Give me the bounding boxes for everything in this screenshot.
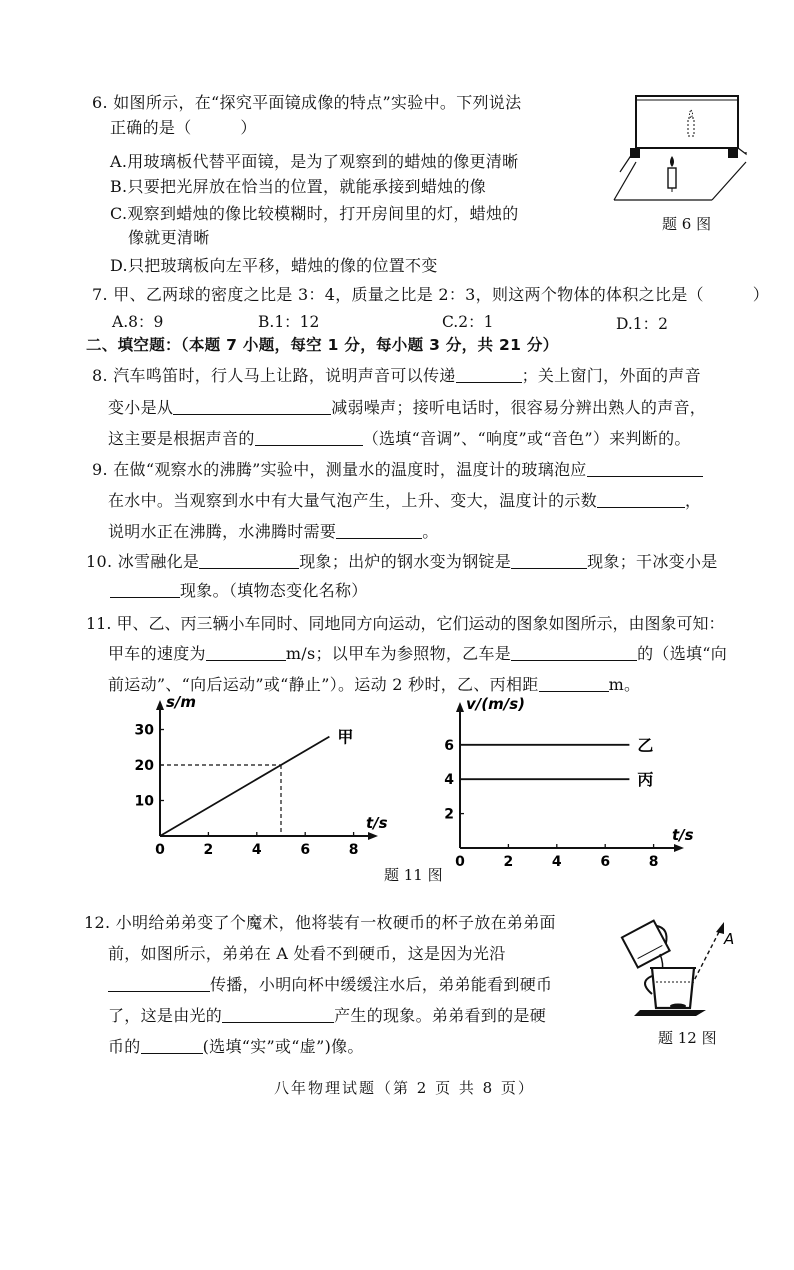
x-tick-label: 8 [348, 842, 359, 858]
x-tick-label: 4 [251, 842, 262, 858]
q12-line2: 前，如图所示，弟弟在 A 处看不到硬币，这是因为光沿 [108, 944, 506, 963]
series-label: 乙 [637, 735, 654, 755]
q9-text: 9. 在做“观察水的沸腾”实验中，测量水的温度时，温度计的玻璃泡应 [92, 460, 587, 479]
x-tick-label: 2 [203, 842, 214, 858]
q7-option-b: B.1：12 [258, 313, 320, 331]
q10-text: 现象；出炉的钢水变为钢锭是 [299, 552, 512, 571]
x-tick-label: 2 [503, 854, 514, 870]
q10-text: 现象。（填物态变化名称） [180, 581, 368, 600]
series-label: 丙 [637, 770, 654, 790]
q7-option-d: D.1：2 [616, 315, 669, 333]
answer-blank[interactable] [222, 1006, 334, 1023]
q8-text: 这主要是根据声音的 [108, 429, 255, 448]
series-line [160, 737, 329, 836]
cup-coin-figure [620, 912, 750, 1024]
q8-text: 减弱噪声；接听电话时，很容易分辨出熟人的声音， [331, 398, 707, 417]
q11-text: m。 [608, 675, 641, 694]
q11-line1: 11. 甲、乙、丙三辆小车同时、同地同方向运动，它们运动的图象如图所示，由图象可知： [86, 614, 725, 633]
answer-blank[interactable] [511, 644, 637, 661]
series-label: 甲 [337, 727, 354, 747]
answer-blank[interactable] [199, 552, 299, 569]
q6-option-c-cont: 像就更清晰 [128, 228, 210, 247]
q12-line1: 12. 小明给弟弟变了个魔术，他将装有一枚硬币的杯子放在弟弟面 [84, 913, 556, 932]
q9-line1 [92, 459, 703, 481]
q11-figure-caption: 题 11 图 [384, 866, 443, 884]
q11-text: 的（选填“向 [637, 644, 728, 663]
q12-line4 [108, 1005, 546, 1027]
q11-line2 [108, 643, 727, 665]
q11-text: 甲车的速度为 [108, 644, 206, 663]
answer-blank[interactable] [255, 429, 363, 446]
answer-blank[interactable] [511, 552, 587, 569]
page-footer: 八年物理试题（第 2 页 共 8 页） [274, 1079, 535, 1097]
y-axis-label: s/m [166, 693, 197, 711]
x-tick-label: 4 [551, 854, 562, 870]
answer-blank[interactable] [173, 398, 331, 415]
x-tick-label: 0 [455, 854, 465, 870]
x-axis-arrow [368, 832, 378, 840]
q6-option-c: C.观察到蜡烛的像比较模糊时，打开房间里的灯，蜡烛的 [110, 204, 519, 223]
q7-stem: 7. 甲、乙两球的密度之比是 3：4，质量之比是 2：3，则这两个物体的体积之比是（ ） [92, 285, 770, 304]
x-tick-label: 8 [648, 854, 659, 870]
v-t-chart [408, 695, 694, 870]
q8-text: 8. 汽车鸣笛时，行人马上让路，说明声音可以传递 [92, 366, 456, 385]
q11-text: m/s；以甲车为参照物，乙车是 [285, 644, 512, 663]
mirror-experiment-figure [612, 92, 752, 212]
x-axis-arrow [674, 844, 684, 852]
y-axis-arrow [156, 700, 164, 710]
y-tick-label: 2 [444, 806, 454, 823]
q9-line3 [108, 521, 439, 543]
q6-option-a: A.用玻璃板代替平面镜，是为了观察到的蜡烛的像更清晰 [110, 152, 519, 171]
q10-line2 [110, 580, 368, 602]
answer-blank[interactable] [336, 522, 422, 539]
q8-text: （选填“音调”、“响度”或“音色”）来判断的。 [362, 429, 691, 448]
q10-text: 现象；干冰变小是 [587, 552, 718, 571]
q6-option-b: B.只要把光屏放在恰当的位置，就能承接到蜡烛的像 [110, 177, 487, 196]
q9-text: ， [685, 491, 702, 510]
answer-blank[interactable] [539, 675, 609, 692]
q10-line1 [86, 551, 718, 573]
x-tick-label: 6 [300, 842, 311, 858]
q12-text: 传播，小明向杯中缓缓注水后，弟弟能看到硬币 [210, 975, 553, 994]
q9-text: 。 [422, 522, 439, 541]
q12-text: 产生的现象。弟弟看到的是硬 [334, 1006, 547, 1025]
x-tick-label: 0 [155, 842, 165, 858]
q6-line2: 正确的是（ ） [110, 118, 257, 137]
q12-line3 [108, 974, 552, 996]
answer-blank[interactable] [587, 460, 703, 477]
answer-blank[interactable] [597, 491, 685, 508]
y-tick-label: 30 [134, 722, 154, 739]
y-axis-arrow [456, 702, 464, 712]
q9-text: 说明水正在沸腾，水沸腾时需要 [108, 522, 337, 541]
q6-line1: 6. 如图所示，在“探究平面镜成像的特点”实验中。下列说法 [92, 93, 522, 112]
q8-text: 变小是从 [108, 398, 174, 417]
q8-line1 [92, 365, 701, 387]
y-tick-label: 10 [134, 793, 154, 810]
y-tick-label: 20 [134, 758, 154, 774]
answer-blank[interactable] [206, 644, 286, 661]
q12-text: (选填“实”或“虚”)像。 [202, 1037, 364, 1056]
y-tick-label: 4 [444, 772, 454, 789]
y-axis-label: v/(m/s) [466, 695, 526, 713]
q11-text: 前运动”、“向后运动”或“静止”）。运动 2 秒时，乙、丙相距 [108, 675, 539, 694]
answer-blank[interactable] [110, 581, 180, 598]
q6-figure-caption: 题 6 图 [662, 215, 712, 233]
section-heading: 二、填空题：（本题 7 小题，每空 1 分，每小题 3 分，共 21 分） [86, 336, 559, 354]
q12-text: 币的 [108, 1037, 141, 1056]
q8-line3 [108, 428, 691, 450]
q8-text: ；关上窗门，外面的声音 [521, 366, 701, 385]
q6-option-d: D.只把玻璃板向左平移，蜡烛的像的位置不变 [110, 256, 438, 275]
q12-figure-caption: 题 12 图 [658, 1029, 717, 1047]
y-tick-label: 6 [444, 737, 454, 754]
q10-text: 10. 冰雪融化是 [86, 552, 200, 571]
x-axis-label: t/s [672, 826, 694, 844]
answer-blank[interactable] [108, 975, 210, 992]
q12-line5 [108, 1036, 364, 1058]
q8-line2 [108, 397, 706, 419]
point-a-label: A [724, 930, 735, 948]
s-t-chart [120, 693, 388, 866]
q12-text: 了，这是由光的 [108, 1006, 223, 1025]
q9-line2 [108, 490, 701, 512]
x-tick-label: 6 [600, 854, 611, 870]
x-axis-label: t/s [366, 814, 388, 832]
q7-option-c: C.2：1 [442, 313, 494, 331]
answer-blank[interactable] [456, 366, 522, 383]
q7-option-a: A.8：9 [112, 313, 164, 331]
answer-blank[interactable] [141, 1037, 203, 1054]
q9-text: 在水中。当观察到水中有大量气泡产生，上升、变大，温度计的示数 [108, 491, 598, 510]
